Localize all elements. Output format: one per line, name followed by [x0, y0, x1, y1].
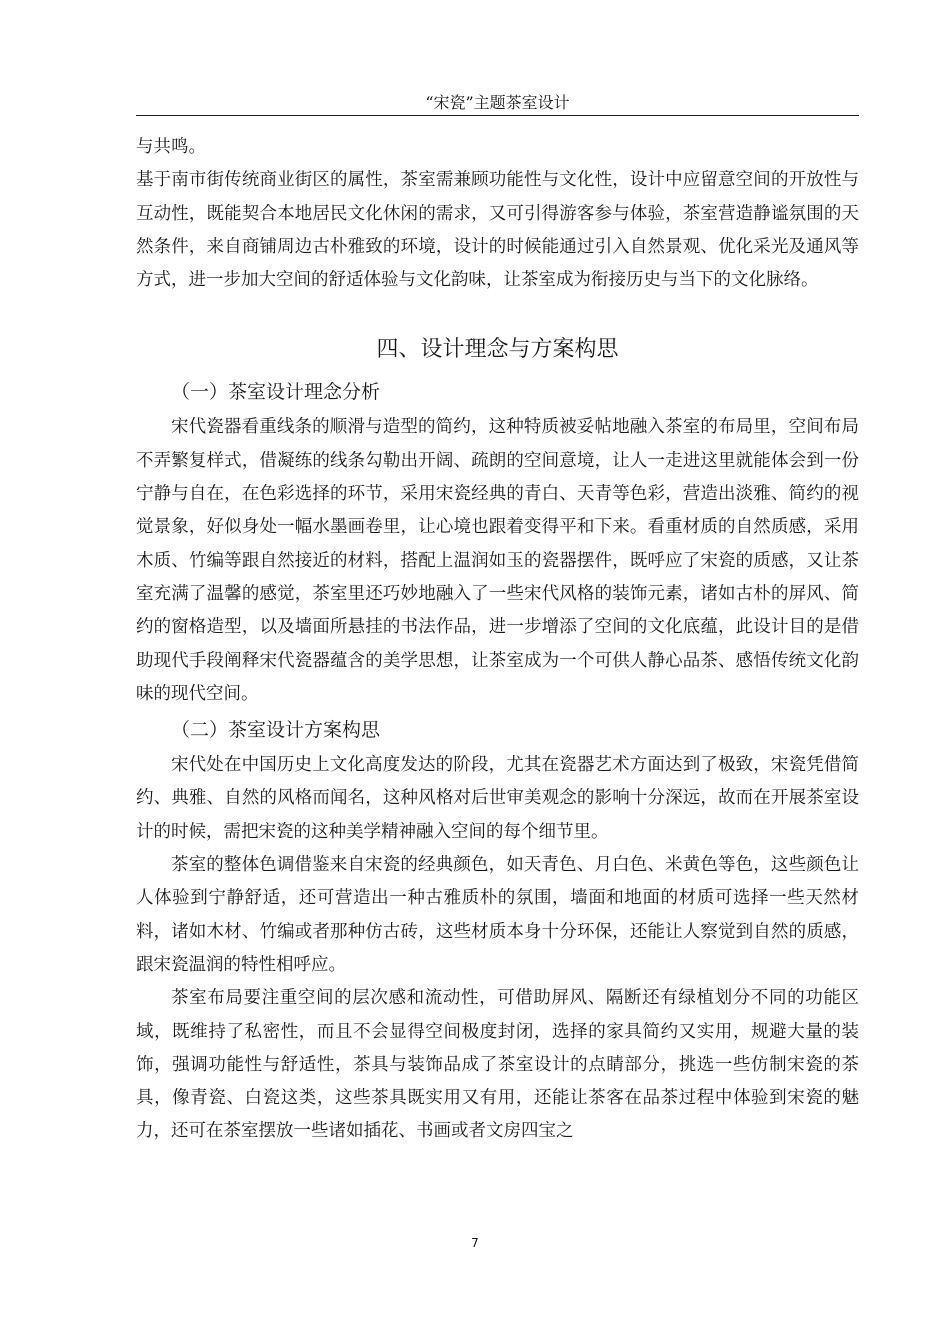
paragraph-color-material: 茶室的整体色调借鉴来自宋瓷的经典颜色，如天青色、月白色、米黄色等色，这些颜色让人体验到宁静舒适，还可营造出一种古雅质朴的氛围，墙面和地面的材质可选择一些天然材料，诸如木材、竹编或者那种仿古砖，这些材质本身十分环保，还能让人察觉到自然的质感，跟宋瓷温润的特性相呼应。 — [136, 855, 859, 975]
subsection-title-concept: （一）茶室设计理念分析 — [171, 381, 381, 404]
paragraph-continuation: 与共鸣。 — [136, 137, 206, 157]
running-header: “宋瓷”主题茶室设计 — [425, 93, 570, 112]
header-rule — [136, 115, 859, 116]
subsection-title-scheme: （二）茶室设计方案构思 — [171, 719, 381, 742]
paragraph-layout-furnishing: 茶室布局要注重空间的层次感和流动性，可借助屏风、隔断还有绿植划分不同的功能区域，既维持了私密性，而且不会显得空间极度封闭，选择的家具简约又实用，规避大量的装饰，强调功能性与舒适性，茶具与装饰品成了茶室设计的点睛部分，挑选一些仿制宋瓷的茶具，像青瓷、白瓷这类，这些茶具既实用又有用，还能让茶客在品茶过程中体验到宋瓷的魅力，还可在茶室摆放一些诸如插花、书画或者文房四宝之 — [136, 988, 859, 1142]
paragraph-design-concept: 宋代瓷器看重线条的顺滑与造型的简约，这种特质被妥帖地融入茶室的布局里，空间布局不弄繁复样式，借凝练的线条勾勒出开阔、疏朗的空间意境，让人一走进这里就能体会到一份宁静与自在，在色彩选择的环节，采用宋瓷经典的青白、天青等色彩，营造出淡雅、简约的视觉景象，好似身处一幅水墨画卷里，让心境也跟着变得平和下来。看重材质的自然质感，采用木质、竹编等跟自然接近的材料，搭配上温润如玉的瓷器摆件，既呼应了宋瓷的质感，又让茶室充满了温馨的感觉，茶室里还巧妙地融入了一些宋代风格的装饰元素，诸如古朴的屏风、简约的窗格造型，以及墙面所悬挂的书法作品，进一步增添了空间的文化底蕴，此设计目的是借助现代手段阐释宋代瓷器蕴含的美学思想，让茶室成为一个可供人静心品茶、感悟传统文化韵味的现代空间。 — [136, 417, 859, 704]
page-number: 7 — [471, 1236, 479, 1250]
paragraph-location-context: 基于南市街传统商业街区的属性，茶室需兼顾功能性与文化性，设计中应留意空间的开放性与互动性，既能契合本地居民文化休闲的需求，又可引得游客参与体验，茶室营造静谧氛围的天然条件，来自商铺周边古朴雅致的环境，设计的时候能通过引入自然景观、优化采光及通风等方式，进一步加大空间的舒适体验与文化韵味，让茶室成为衔接历史与当下的文化脉络。 — [136, 170, 859, 291]
page-body — [136, 131, 859, 1149]
section-title: 四、设计理念与方案构思 — [376, 337, 619, 363]
paragraph-song-aesthetics: 宋代处在中国历史上文化高度发达的阶段，尤其在瓷器艺术方面达到了极致，宋瓷凭借简约、典雅、自然的风格而闻名，这种风格对后世审美观念的影响十分深远，故而在开展茶室设计的时候，需把宋瓷的这种美学精神融入空间的每个细节里。 — [136, 755, 859, 842]
